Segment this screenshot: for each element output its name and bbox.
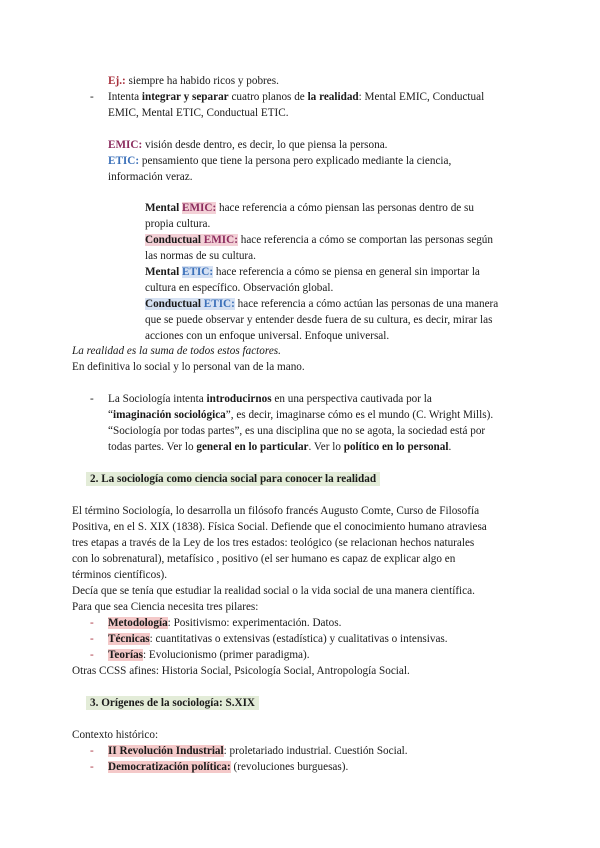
text: hace referencia a cómo actúan las personas de una manera — [234, 298, 499, 310]
section-3-heading — [86, 695, 259, 711]
ej-text: siempre ha habido ricos y pobres. — [125, 75, 279, 87]
text-line: EMIC, Mental ETIC, Conductual ETIC. — [108, 107, 289, 119]
paragraph-line: tres etapas a través de la Ley de los tres estados: teológico (se relacionan hechos naturales — [72, 537, 475, 549]
bullet-dash: - — [90, 649, 94, 661]
etic-text: pensamiento que tiene la persona pero explicado mediante la ciencia, — [139, 155, 452, 167]
text: (revoluciones burguesas). — [230, 761, 349, 773]
term: Teorías — [108, 649, 144, 661]
bullet-dash: - — [90, 393, 94, 405]
bold-text: Conductual — [145, 298, 204, 310]
four-planes — [145, 200, 498, 344]
bold-text: Mental — [145, 202, 182, 214]
term: Metodología — [108, 617, 168, 629]
text: . Ver lo — [308, 441, 344, 453]
bullet-dash: - — [90, 633, 94, 645]
otras-ccss: Otras CCSS afines: Historia Social, Psicología Social, Antropología Social. — [72, 665, 410, 677]
text: hace referencia a cómo se piensa en general sin importar la — [213, 266, 480, 278]
text-line: En definitiva lo social y lo personal van de la mano. — [72, 361, 305, 373]
list-item — [90, 647, 448, 663]
paragraph-line: Decía que se tenía que estudiar la realidad social o la vida social de una manera científica. — [72, 585, 475, 597]
example-line — [108, 73, 279, 89]
bold-text: Conductual — [145, 234, 204, 246]
list-item — [90, 743, 408, 759]
list-item — [90, 615, 448, 631]
bold-text: general en lo particular — [196, 441, 309, 453]
text: : proletariado industrial. Cuestión Social. — [223, 745, 408, 757]
pilares-list — [90, 615, 448, 663]
emic-tag: EMIC: — [181, 202, 217, 214]
mental-etic — [145, 264, 498, 296]
text: ”, es decir, imaginarse cómo es el mundo (C. Wright Mills). — [225, 409, 494, 421]
text: La Sociología intenta — [108, 393, 207, 405]
etic-tag: ETIC: — [181, 266, 214, 278]
heading-text: 3. Orígenes de la sociología: S.XIX — [86, 696, 259, 710]
etic-text-cont: información veraz. — [108, 171, 193, 183]
emic-label: EMIC: — [108, 139, 143, 151]
summary-lines — [72, 343, 305, 375]
term: Democratización política: — [108, 761, 231, 773]
text: todas partes. Ver lo — [108, 441, 197, 453]
text: : cuantitativas o extensivas (estadística) y cualitativas o intensivas. — [149, 633, 448, 645]
bold-text: Mental — [145, 266, 182, 278]
bold-text: integrar y separar — [141, 91, 229, 103]
bullet-dash: - — [90, 617, 94, 629]
term: Técnicas — [108, 633, 150, 645]
text: : Positivismo: experimentación. Datos. — [167, 617, 342, 629]
etic-tag: ETIC: — [203, 298, 235, 310]
text: en una perspectiva cautivada por la — [271, 393, 432, 405]
text-line: que se puede observar y entender desde fuera de su cultura, es decir, mirar las — [145, 314, 493, 326]
emic-text: visión desde dentro, es decir, lo que piensa la persona. — [142, 139, 388, 151]
heading-text: 2. La sociología como ciencia social para conocer la realidad — [86, 472, 380, 486]
mental-emic — [145, 200, 498, 232]
contexto-label: Contexto histórico: — [72, 729, 159, 741]
bold-text: introducirnos — [206, 393, 272, 405]
text: Intenta — [108, 91, 142, 103]
bullet-sociologia — [90, 391, 494, 455]
paragraph-line: con lo sobrenatural), metafísico , positivo (el ser humano es capaz de explicar algo en — [72, 553, 456, 565]
italic-line: La realidad es la suma de todos estos factores. — [72, 345, 281, 357]
text-line: propia cultura. — [145, 218, 211, 230]
text: hace referencia a cómo se comportan las personas según — [237, 234, 493, 246]
emic-etic-definitions — [108, 137, 451, 185]
bold-text: imaginación sociológica — [112, 409, 226, 421]
paragraph-line: El término Sociología, lo desarrolla un filósofo francés Augusto Comte, Curso de Filosofía — [72, 505, 480, 517]
text: cuatro planos de — [228, 91, 308, 103]
text: “ — [108, 409, 113, 421]
bullet-dash: - — [90, 91, 94, 103]
paragraph-line: Para que sea Ciencia necesita tres pilares: — [72, 601, 259, 613]
conductual-emic — [145, 232, 498, 264]
bullet-intenta — [90, 89, 485, 121]
text-line: “Sociología por todas partes”, es una disciplina que no se agota, la sociedad está por — [108, 425, 486, 437]
bold-text: político en lo personal — [343, 441, 449, 453]
text-line: cultura en específico. Observación global. — [145, 282, 334, 294]
conductual-etic — [145, 296, 498, 344]
text: hace referencia a cómo piensan las personas dentro de su — [216, 202, 474, 214]
bullet-dash: - — [90, 745, 94, 757]
term: II Revolución Industrial — [108, 745, 224, 757]
emic-tag: EMIC: — [203, 234, 238, 246]
paragraph-line: Positiva, en el S. XIX (1838). Física Social. Defiende que el conocimiento humano atraviesa — [72, 521, 487, 533]
bullet-dash: - — [90, 761, 94, 773]
paragraph-line: términos científicos). — [72, 569, 168, 581]
contexto-list — [90, 743, 408, 775]
text: : Evolucionismo (primer paradigma). — [143, 649, 310, 661]
list-item — [90, 631, 448, 647]
bold-text: la realidad — [307, 91, 359, 103]
text: : Mental EMIC, Conductual — [358, 91, 485, 103]
text-line: las normas de su cultura. — [145, 250, 256, 262]
list-item — [90, 759, 408, 775]
section-2-heading — [86, 471, 380, 487]
text: . — [448, 441, 452, 453]
etic-label: ETIC: — [108, 155, 140, 167]
text-line: acciones con un enfoque universal. Enfoque universal. — [145, 330, 390, 342]
section-2-body — [72, 503, 487, 615]
ej-label: Ej.: — [108, 75, 126, 87]
